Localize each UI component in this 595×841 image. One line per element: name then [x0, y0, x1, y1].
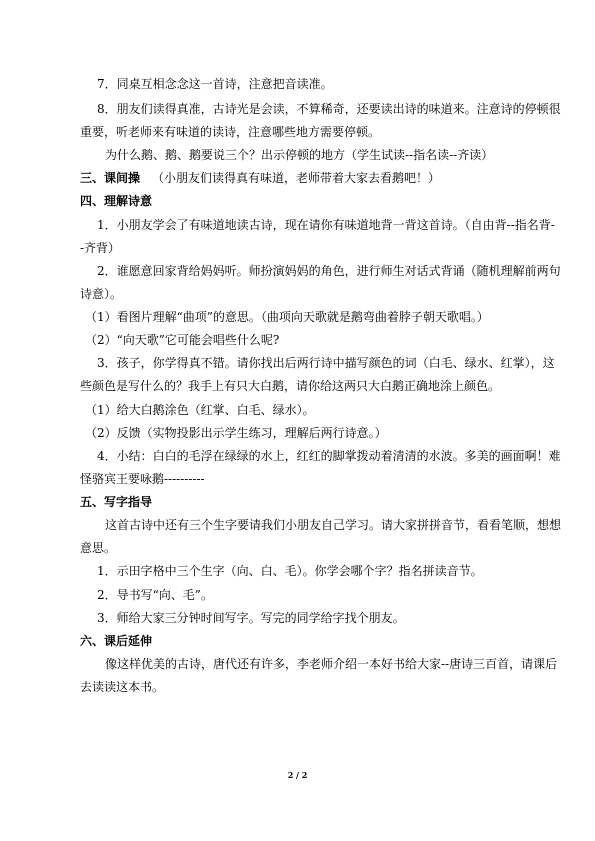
text-line: 怪骆宾王要咏鹅---------- — [80, 472, 205, 486]
text-line: 去读读这本书。 — [80, 680, 165, 694]
text-line: 为什么鹅、鹅、鹅要说三个？出示停顿的地方（学生试读--指名读--齐读） — [105, 148, 494, 162]
section-heading: 三、课间操 — [80, 171, 141, 185]
text-line: 重要，听老师来有味道的读诗，注意哪些地方需要停顿。 — [80, 125, 381, 139]
text-line: 7．同桌互相念念这一首诗，注意把音读准。 — [97, 77, 333, 91]
page-number: 2 / 2 — [287, 770, 308, 780]
text-line: （1）看图片理解“曲项”的意思。（曲项向天歌就是鹅弯曲着脖子朝天歌唱。） — [85, 310, 489, 324]
section-heading: 五、写字指导 — [80, 495, 153, 509]
text-line: 这首古诗中还有三个生字要请我们小朋友自己学习。请大家拼拼音节，看看笔顺，想想 — [105, 518, 562, 532]
text-line: （2）“向天歌”它可能会唱些什么呢? — [85, 333, 280, 347]
text-line: 8．朋友们读得真准，古诗光是会读，不算稀奇，还要读出诗的味道来。注意诗的停顿很 — [97, 102, 561, 116]
text-line: -齐背） — [80, 241, 121, 255]
text-line: 3．孩子，你学得真不错。请你找出后两行诗中描写颜色的词（白毛、绿水、红掌），这 — [97, 356, 555, 370]
text-line: 意思。 — [80, 541, 117, 555]
section-heading: 六、课后延伸 — [80, 634, 153, 648]
text-line: 诗意）。 — [80, 287, 123, 301]
text-line: 像这样优美的古诗，唐代还有许多，李老师介绍一本好书给大家--唐诗三百首，请课后 — [105, 657, 558, 671]
text-line: 2．谁愿意回家背给妈妈听。师扮演妈妈的角色，进行师生对话式背诵（随机理解前两句 — [97, 264, 561, 278]
text-line: 4．小结：白白的毛浮在绿绿的水上，红红的脚掌拨动着清清的水波。多美的画面啊！难 — [97, 449, 561, 463]
text-line: 1．示田字格中三个生字（向、白、毛）。你学会哪个字？指名拼读音节。 — [97, 564, 483, 578]
text-line: 1．小朋友学会了有味道地读古诗，现在请你有味道地背一背这首诗。（自由背--指名背- — [97, 218, 555, 232]
text-line: （2）反馈（实物投影出示学生练习，理解后两行诗意。） — [85, 426, 387, 440]
text-line: 些颜色是写什么的？我手上有只大白鹅，请你给这两只大白鹅正确地涂上颜色。 — [80, 379, 501, 393]
section-heading: 四、理解诗意 — [80, 194, 153, 208]
text-line: 2．导书写“向、毛”。 — [97, 588, 213, 602]
text-line: 3．师给大家三分钟时间写字。写完的同学给字找个朋友。 — [97, 611, 405, 625]
text-line: （小朋友们读得真有味道，老师带着大家去看鹅吧！） — [152, 171, 441, 185]
text-line: （1）给大白鹅涂色（红掌、白毛、绿水）。 — [85, 403, 315, 417]
